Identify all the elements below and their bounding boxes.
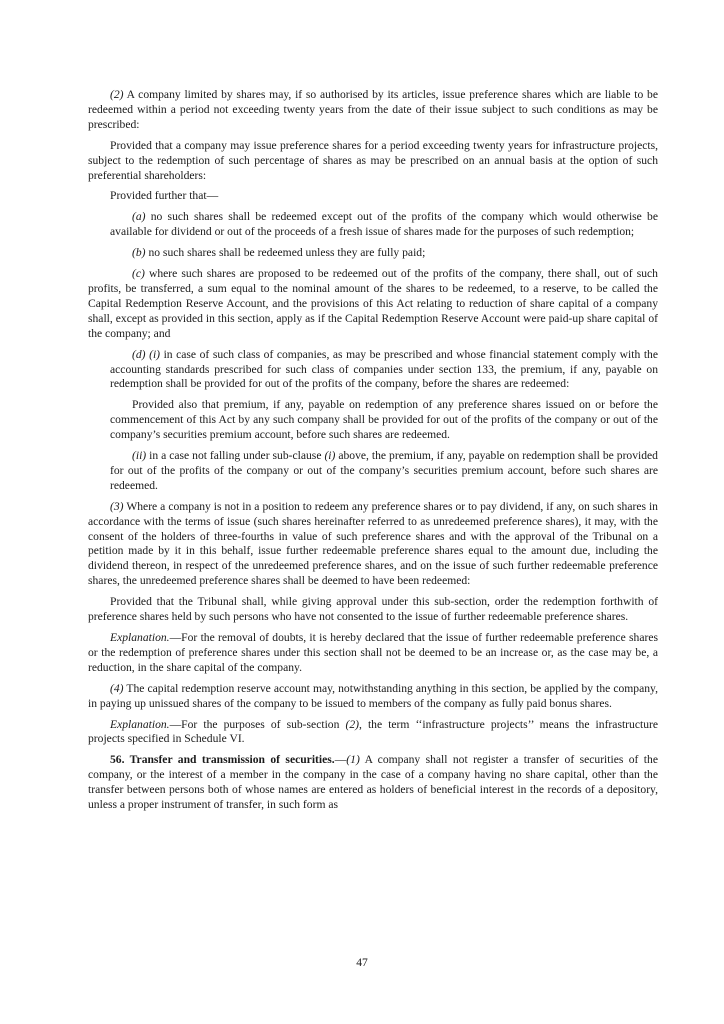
paragraph-text: Provided further that—: [110, 189, 219, 203]
clause-label: (c): [132, 267, 145, 281]
subsection-number: (1): [346, 753, 360, 767]
paragraph-text: no such shares shall be redeemed unless they are fully paid;: [148, 246, 426, 260]
paragraph-text: Provided also that premium, if any, payable on redemption of any preference shares issued on or before the commencement of this Act by any such company shall be provided for out of the profits of the company or out of the company’s securities premium account, before such shares are redeemed.: [110, 398, 658, 442]
paragraph-text: Provided that a company may issue preference shares for a period exceeding twenty years for infrastructure projects, subject to the redemption of such percentage of shares as may be prescribed on an annual basis at the option of such preferential shareholders:: [88, 138, 658, 182]
paragraph-text: Where a company is not in a position to redeem any preference shares or to pay dividend, if any, on such shares in accordance with the terms of issue (such shares hereinafter referred to as unredeemed preference shares), it may, with the consent of the holders of three-fourths in value of such preference shares and with the approval of the Tribunal on a petition made by it in this behalf, issue further redeemable preference shares equal to the amount due, including the dividend thereon, in respect of the unredeemed preference shares, and on the issue of such further redeemable preference shares, the unredeemed preference shares shall be deemed to have been redeemed:: [88, 499, 658, 588]
explanation-label: Explanation.: [110, 631, 170, 644]
paragraph-text: , the term ‘‘infrastructure projects’’ means the infrastructure projects specified in Schedule VI.: [88, 717, 659, 746]
paragraph-text: A company limited by shares may, if so authorised by its articles, issue preference shares which are liable to be redeemed within a period not exceeding twenty years from the date of their issue subject to such conditions as may be prescribed:: [88, 88, 658, 131]
sub-clause-label: (ii): [132, 449, 147, 463]
proviso-infrastructure: [88, 139, 658, 184]
heading-dash: —: [334, 753, 347, 767]
clause-d-i: [88, 348, 658, 393]
paragraph-subsection-2: [88, 88, 658, 133]
clause-label: (d): [132, 347, 146, 361]
explanation-removal-of-doubts: [88, 631, 658, 676]
clause-c: [88, 267, 658, 342]
paragraph-text: above, the premium, if any, payable on redemption shall be provided for out of the profits of the company or out of the company’s securities premium account, before such shares are redeemed.: [110, 449, 658, 492]
section-56: [88, 753, 658, 813]
paragraph-text: A company shall not register a transfer of securities of the company, or the interest of a member in the company in the case of a company having no share capital, other than the transfer between persons both of whose names are entered as holders of beneficial interest in the records of a depository, unless a proper instrument of transfer, in such form as: [88, 753, 658, 812]
page-number: 47: [356, 956, 368, 969]
clause-label: (b): [132, 246, 146, 260]
proviso-tribunal: [88, 595, 658, 625]
clause-label: (a): [132, 210, 146, 224]
proviso-premium: [88, 398, 658, 443]
paragraph-text: in a case not falling under sub-clause: [149, 449, 322, 463]
section-heading: 56. Transfer and transmission of securities.: [110, 753, 335, 767]
clause-a: [88, 210, 658, 240]
clause-b: [88, 246, 658, 261]
paragraph-text: The capital redemption reserve account may, notwithstanding anything in this section, be applied by the company, in paying up unissued shares of the company to be issued to members of the company as fully paid bonus shares.: [88, 681, 658, 710]
subsection-number: (2): [110, 88, 124, 101]
sub-clause-label: (i): [149, 347, 161, 361]
paragraph-text: in case of such class of companies, as may be prescribed and whose financial statement comply with the accounting standards prescribed for such class of companies under section 133, the premium, if any, payable on redemption shall be provided for out of the profits of the company, before the shares are redeemed:: [110, 347, 658, 391]
paragraph-text: Provided that the Tribunal shall, while giving approval under this sub-section, order the redemption forthwith of preference shares held by such persons who have not consented to the issue of further redeemable preference shares.: [88, 595, 658, 624]
paragraph-text: —For the purposes of sub-section: [169, 717, 340, 731]
explanation-label: Explanation.: [110, 717, 170, 731]
subsection-number: (3): [110, 499, 124, 513]
paragraph-subsection-3: [88, 500, 658, 589]
paragraph-subsection-4: [88, 682, 658, 712]
document-body: [88, 88, 658, 819]
explanation-infrastructure: [88, 718, 658, 748]
paragraph-text: no such shares shall be redeemed except out of the profits of the company which would otherwise be available for dividend or out of the proceeds of a fresh issue of shares made for the purposes of such redemption;: [110, 210, 658, 239]
paragraph-text: —For the removal of doubts, it is hereby declared that the issue of further redeemable preference shares or the redemption of preference shares under this section shall not be deemed to be an increase or, as the case may be, a reduction, in the share capital of the company.: [88, 631, 658, 674]
sub-clause-ref: (i): [324, 449, 336, 463]
subsection-number: (4): [110, 681, 124, 695]
subsection-ref: (2): [345, 717, 359, 731]
proviso-further: [88, 189, 658, 204]
paragraph-text: where such shares are proposed to be redeemed out of the profits of the company, there shall, out of such profits, be transferred, a sum equal to the nominal amount of the shares to be redeemed, to a reserve, to be called the Capital Redemption Reserve Account, and the provisions of this Act relating to reduction of share capital of a company shall, except as provided in this section, apply as if the Capital Redemption Reserve Account were paid-up share capital of the company; and: [88, 267, 658, 340]
sub-clause-ii: [88, 449, 658, 494]
